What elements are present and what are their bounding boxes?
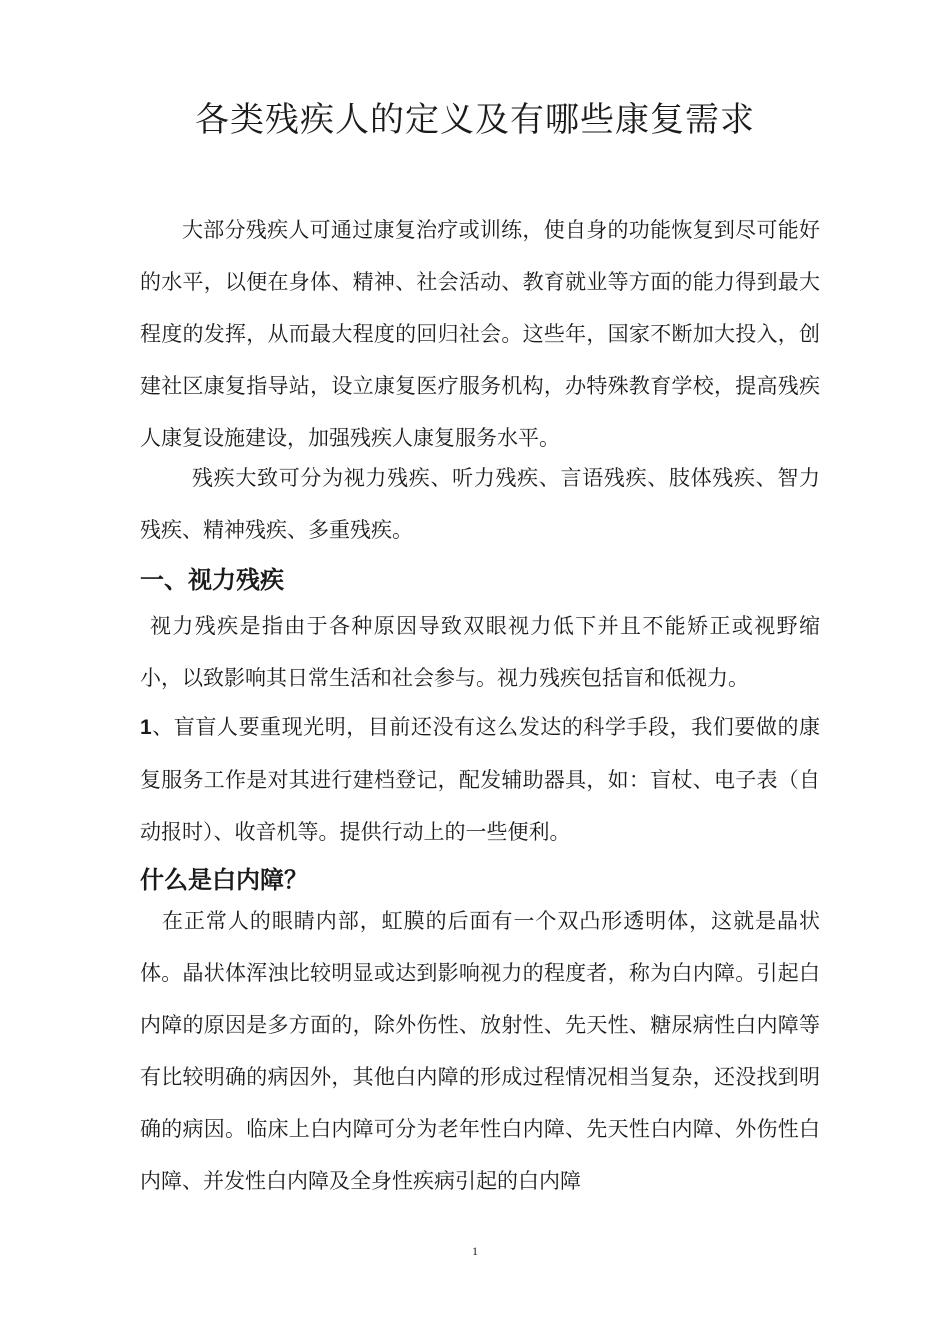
- page-number: 1: [472, 1244, 478, 1258]
- cataract-paragraph: 在正常人的眼睛内部，虹膜的后面有一个双凸形透明体，这就是晶状体。晶状体浑浊比较明显或达到影响视力的程度者，称为白内障。引起白内障的原因是多方面的，除外伤性、放射性、先天性、糖尿病性白内障等有比较明确的病因外，其他白内障的形成过程情况相当复杂，还没找到明确的病因。临床上白内障可分为老年性白内障、先天性白内障、外伤性白内障、并发性白内障及全身性疾病引起的白内障: [140, 909, 820, 1193]
- section-heading-visual-disability: 一、视力残疾: [140, 565, 284, 594]
- intro-paragraph: 大部分残疾人可通过康复治疗或训练，使自身的功能恢复到尽可能好的水平，以便在身体、精神、社会活动、教育就业等方面的能力得到最大程度的发挥，从而最大程度的回归社会。这些年，国家不断加大投入，创建社区康复指导站，设立康复医疗服务机构，办特殊教育学校，提高残疾人康复设施建设，加强残疾人康复服务水平。: [140, 218, 820, 450]
- blind-item-paragraph: [140, 701, 820, 858]
- visual-disability-paragraph: 视力残疾是指由于各种原因导致双眼视力低下并且不能矫正或视野缩小，以致影响其日常生活和社会参与。视力残疾包括盲和低视力。: [140, 614, 820, 690]
- item-text: 、盲盲人要重现光明，目前还没有这么发达的科学手段，我们要做的康复服务工作是对其进行建档登记，配发辅助器具，如：盲杖、电子表（自动报时）、收音机等。提供行动上的一些便利。: [140, 715, 820, 844]
- document-title: 各类残疾人的定义及有哪些康复需求: [195, 100, 755, 140]
- categories-paragraph: 残疾大致可分为视力残疾、听力残疾、言语残疾、肢体残疾、智力残疾、精神残疾、多重残疾。: [140, 466, 820, 542]
- item-number: 1: [140, 716, 152, 739]
- section-heading-cataract: 什么是白内障？: [140, 865, 308, 894]
